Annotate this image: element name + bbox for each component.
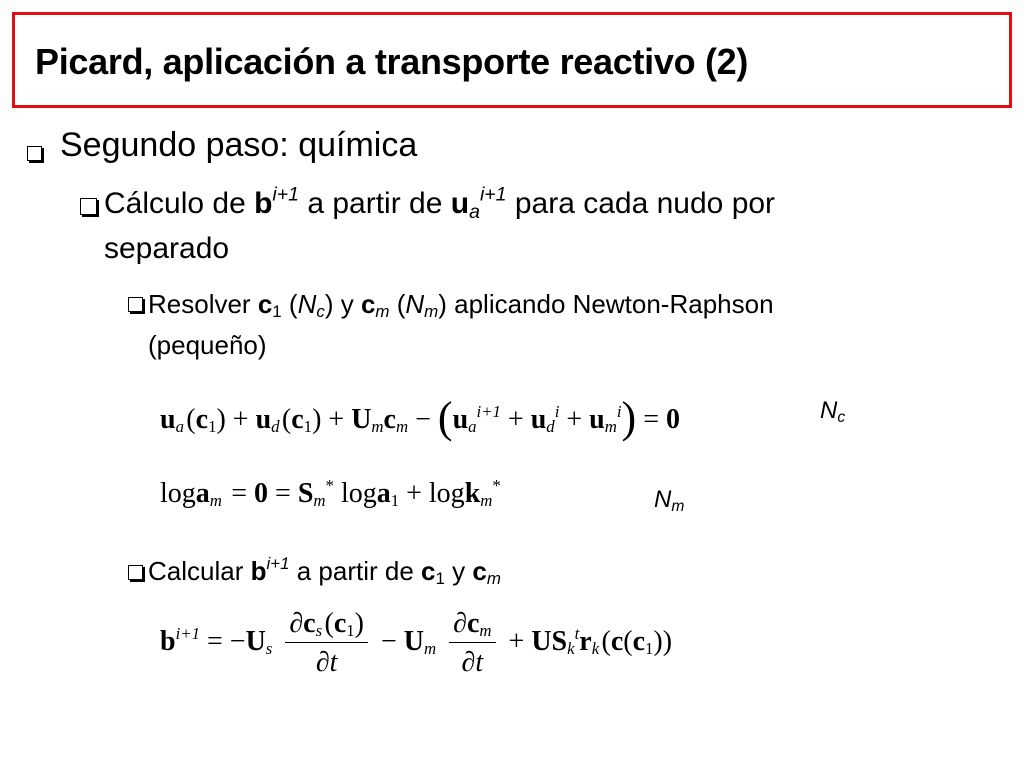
label-subscript: c bbox=[837, 408, 846, 426]
symbol-c: c bbox=[472, 556, 487, 586]
bullet-square-icon bbox=[128, 297, 143, 312]
symbol-c: c bbox=[421, 556, 436, 586]
subscript: c bbox=[316, 302, 325, 322]
label-subscript: m bbox=[671, 497, 685, 515]
fraction: $\frac{\partial c_m}{\partial t}$ bbox=[449, 608, 495, 679]
bullet-resolver bbox=[148, 289, 774, 320]
bullet-square-icon bbox=[128, 565, 143, 580]
symbol-b: b bbox=[250, 556, 267, 586]
text-segment: ) aplicando Newton-Raphson bbox=[438, 289, 774, 319]
bullet-resolver-line2 bbox=[148, 330, 267, 361]
symbol-c: c bbox=[360, 289, 376, 319]
text-segment: para cada nudo por bbox=[506, 187, 776, 220]
symbol-u: u bbox=[450, 187, 470, 220]
symbol-N: N bbox=[297, 289, 317, 319]
superscript: i+1 bbox=[266, 554, 290, 574]
text-segment: (pequeño) bbox=[148, 330, 267, 360]
subscript: m bbox=[424, 302, 439, 322]
text-segment: separado bbox=[104, 232, 230, 265]
label-symbol: N bbox=[820, 397, 838, 424]
text-segment: y bbox=[444, 556, 473, 586]
symbol-N: N bbox=[405, 289, 425, 319]
text-segment: Cálculo de bbox=[104, 187, 255, 220]
subscript: m bbox=[375, 302, 390, 322]
text-segment: a partir de bbox=[299, 187, 451, 220]
symbol-b: b bbox=[254, 187, 273, 220]
bullet-calcular bbox=[148, 556, 501, 587]
text-segment: ( bbox=[389, 289, 406, 319]
text-segment: Resolver bbox=[148, 289, 258, 319]
equation-label-nc bbox=[820, 397, 845, 425]
text-segment: Calcular bbox=[148, 556, 251, 586]
subscript: 1 bbox=[272, 302, 282, 322]
superscript: i+1 bbox=[479, 183, 507, 206]
title-frame bbox=[12, 12, 1012, 108]
text-segment: ( bbox=[281, 289, 298, 319]
equation-b-update: $b^{i+1} = -U_s$ $\frac{\partial c_s (c_1)}{\partial t}$ − $U_m$ $\frac{\partial c_m}{\partial t}$ + $US_k^tr_k$ $(c(c_1))$ bbox=[160, 608, 673, 678]
symbol-c: c bbox=[257, 289, 273, 319]
equation-label-nm bbox=[654, 486, 684, 514]
bullet-segundo-paso bbox=[60, 126, 417, 165]
label-symbol: N bbox=[654, 486, 672, 513]
subscript: a bbox=[469, 200, 480, 223]
equation-log-activities: loga$_m$ = $0 = S_m^*$ loga$_1$ + logk$_m$* bbox=[160, 476, 501, 511]
bullet-square-icon bbox=[80, 198, 97, 215]
superscript: i+1 bbox=[272, 183, 299, 206]
bullet-calculo-b-line2 bbox=[104, 232, 229, 266]
bullet-text: Segundo paso: química bbox=[60, 126, 418, 164]
bullet-calculo-b bbox=[104, 183, 776, 223]
slide-title: Picard, aplicación a transporte reactivo (2) bbox=[35, 41, 749, 82]
fraction: $\frac{\partial c_s (c_1)}{\partial t}$ bbox=[285, 608, 368, 679]
subscript: m bbox=[486, 569, 501, 589]
bullet-square-icon bbox=[27, 146, 42, 161]
equation-transport-balance: $u_a$ $(c_1) + u_d$ $(c_1) + U_mc_m - (u_a^{i+1} + u_d^i + u_m^i) = 0$ bbox=[160, 393, 680, 442]
text-segment: a partir de bbox=[289, 556, 422, 586]
subscript: 1 bbox=[435, 569, 445, 589]
text-segment: ) y bbox=[324, 289, 361, 319]
